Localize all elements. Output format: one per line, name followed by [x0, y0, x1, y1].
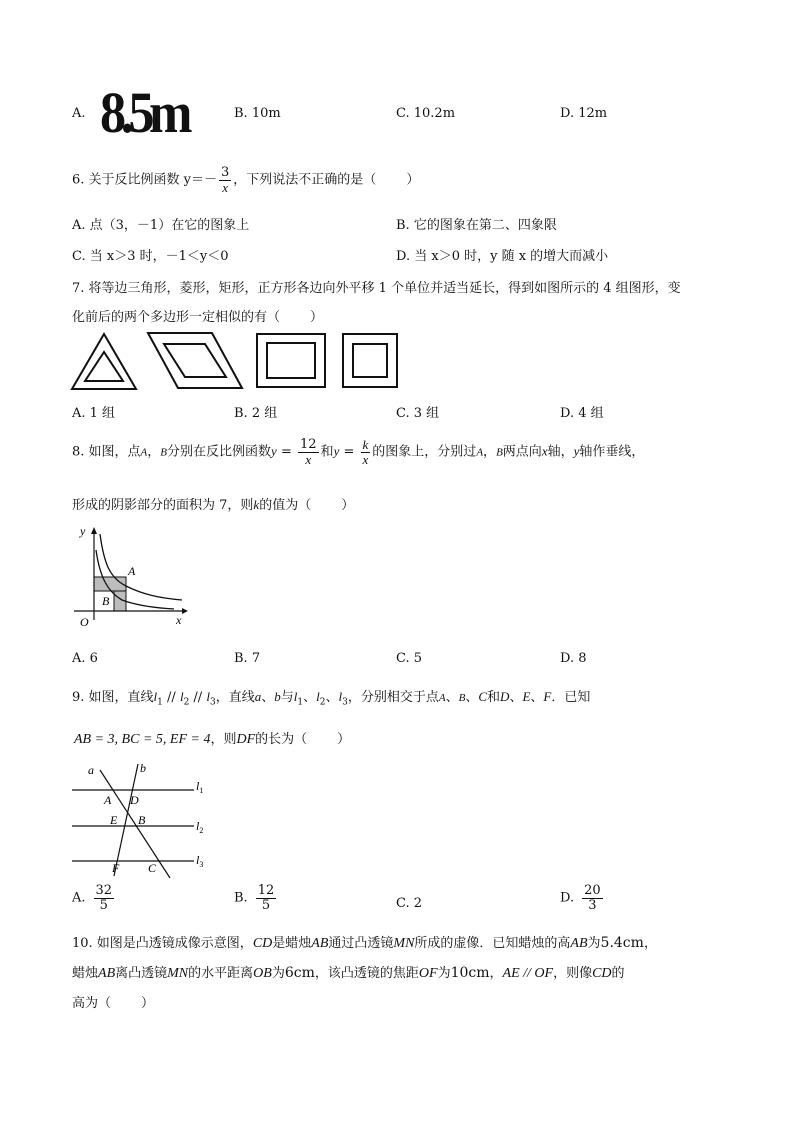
fig-label-l1: $l_1$: [196, 779, 204, 795]
fig-label-F: F: [112, 861, 120, 875]
fig-label-D: D: [130, 793, 139, 807]
q7-option-b: B. 2 组: [234, 406, 278, 421]
q8-option-a: A. 6: [72, 651, 98, 666]
q10-stem-line3: 高为（ ）: [72, 996, 155, 1011]
x-axis-arrow: [182, 608, 188, 614]
q7-figures: [66, 328, 406, 394]
q5-option-a-label: A.: [72, 106, 86, 121]
square-inner: [353, 344, 387, 377]
q5-option-c: C. 10.2m: [396, 106, 456, 121]
rhombus-inner: [164, 344, 226, 377]
fig-label-l2: $l_2$: [196, 819, 204, 835]
fig-label-A: A: [104, 793, 112, 807]
q6-option-c: C. 当 x＞3 时，－1＜y＜0: [72, 249, 229, 264]
fig-b-label: B: [102, 594, 110, 608]
rectangle-inner: [267, 343, 315, 378]
q7-stem-line1: 7. 将等边三角形，菱形，矩形，正方形各边向外平移 1 个单位并适当延长，得到如图所示的 4 组图形，变: [72, 281, 681, 296]
fig-y-label: y: [80, 524, 86, 538]
q8-shaded-regions: [94, 577, 126, 611]
q5-option-d: D. 12m: [560, 106, 608, 121]
q10-stem-line1: 10. 如图是凸透镜成像示意图，CD是蜡烛AB通过凸透镜MN所成的虚像．已知蜡烛的高AB为5.4cm，: [72, 935, 657, 951]
q8-stem-line2: 形成的阴影部分的面积为 7，则k的值为（ ）: [72, 497, 355, 513]
q8-stem-line1: 8. 如图，点A，B分别在反比例函数y = $\frac{12}{x}$ 和y = $\frac{k}{x}$ 的图象上，分别过A，B两点向x轴，y轴作垂线，: [72, 437, 645, 467]
fig-x-label: x: [176, 613, 182, 627]
fig-o-label: O: [80, 615, 89, 629]
q7-option-d: D. 4 组: [560, 406, 604, 421]
q9-option-d: D. $\frac{20}{3}$: [560, 883, 601, 913]
q10-stem-line2: 蜡烛AB离凸透镜MN的水平距离OB为6cm，该凸透镜的焦距OF为10cm，AE // OF，则像CD的: [72, 965, 625, 981]
q9-option-c: C. 2: [396, 896, 423, 911]
q9-option-a: A. $\frac{32}{5}$: [72, 883, 113, 913]
q8-option-b: B. 7: [234, 651, 261, 666]
q6-option-a: A. 点（3，－1）在它的图象上: [72, 218, 250, 233]
fig-label-a: a: [88, 763, 94, 777]
q7-option-a: A. 1 组: [72, 406, 116, 421]
q8-option-c: C. 5: [396, 651, 423, 666]
fig-label-l3: $l_3$: [196, 853, 204, 869]
q9-stem-line2: AB = 3, BC = 5, EF = 4，则DF的长为（ ）: [74, 732, 351, 747]
fig-a-label: A: [128, 564, 136, 578]
q8-option-d: D. 8: [560, 651, 587, 666]
q5-option-b: B. 10m: [234, 106, 281, 121]
q8-figure: [70, 520, 190, 630]
q5-option-a-value: 8.5m: [100, 80, 188, 145]
q7-stem-line2: 化前后的两个多边形一定相似的有（ ）: [72, 310, 324, 325]
q7-option-c: C. 3 组: [396, 406, 440, 421]
q6-stem: 6. 关于反比例函数 y＝－ $\frac{3}{x}$ ，下列说法不正确的是（ ）: [72, 165, 420, 195]
line-b: [114, 764, 138, 876]
q6-option-d: D. 当 x＞0 时，y 随 x 的增大而减小: [396, 249, 609, 264]
fig-label-b: b: [140, 761, 146, 775]
y-axis-arrow: [91, 527, 97, 534]
q6-fraction: $\frac{3}{x}$: [221, 165, 230, 195]
fig-label-C: C: [148, 861, 157, 875]
q9-option-b: B. $\frac{12}{5}$: [234, 883, 275, 913]
q8-fraction-12: $\frac{12}{x}$: [300, 437, 317, 467]
square-outer: [343, 334, 397, 387]
fig-label-B: B: [138, 813, 146, 827]
q9-figure: [66, 758, 216, 880]
rhombus-outer: [148, 333, 242, 388]
q6-option-b: B. 它的图象在第二、四象限: [396, 218, 557, 233]
q9-stem-line1: 9. 如图，直线$l_1 // l_2 // l_3$，直线a、b与$l_1$、$l_2$、$l_3$，分别相交于点A、B、C和D、E、F．已知: [72, 689, 591, 708]
fig-label-E: E: [110, 813, 118, 827]
q8-fraction-k: $\frac{k}{x}$: [362, 437, 369, 467]
